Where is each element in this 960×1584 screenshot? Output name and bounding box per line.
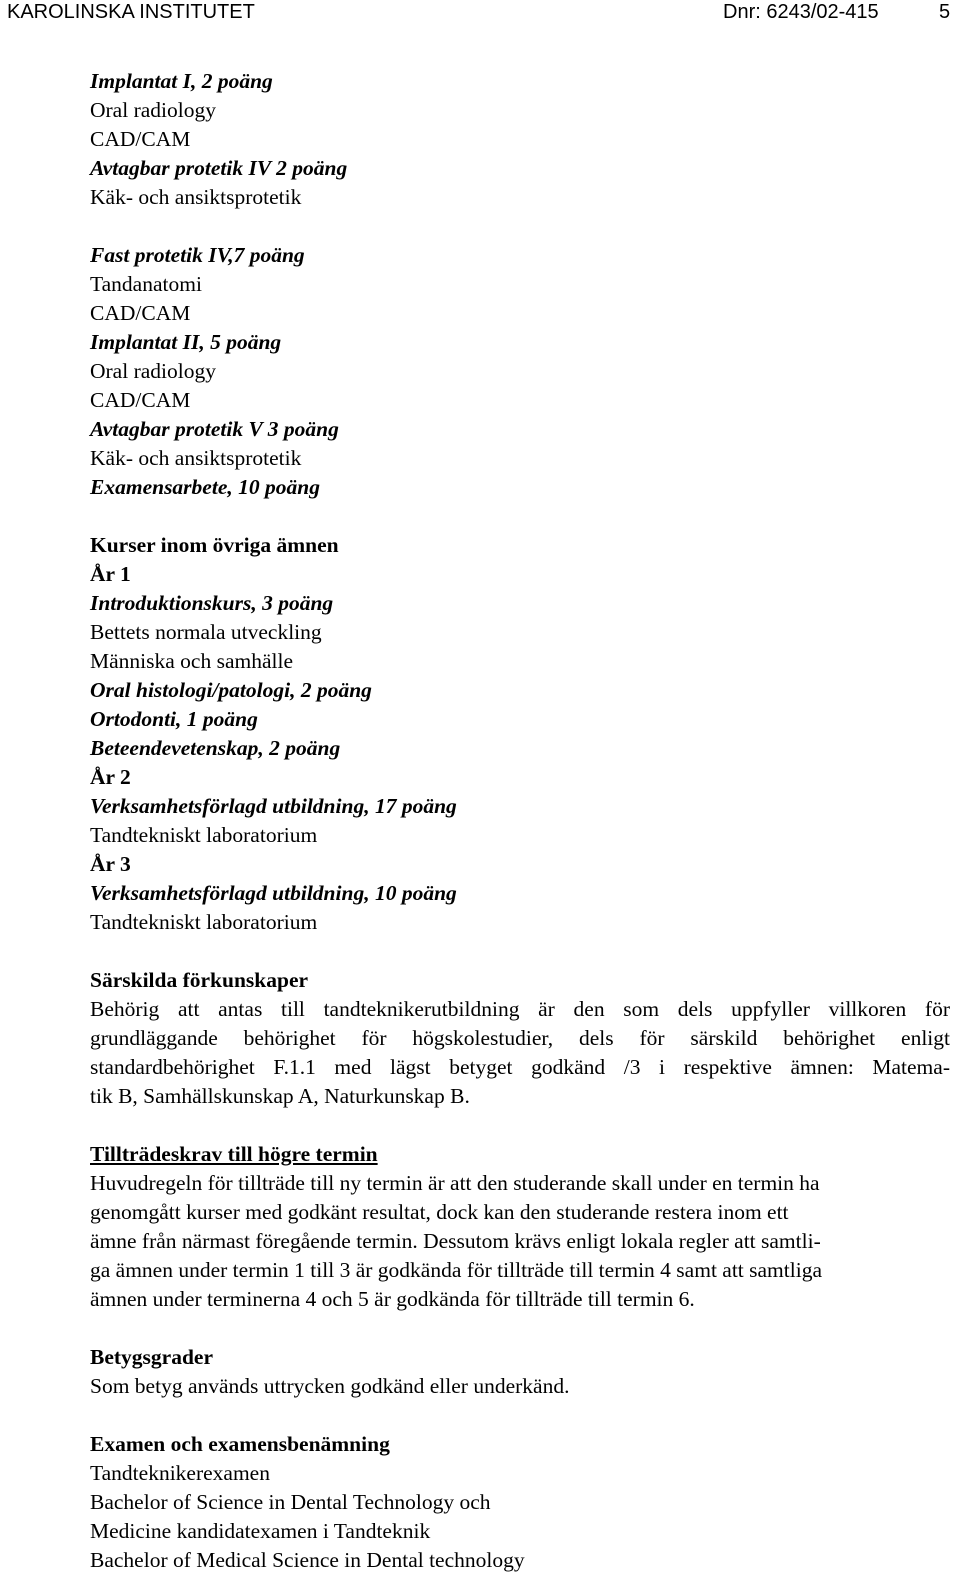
year-heading: År 3 (90, 852, 131, 876)
course-item: Käk- och ansiktsprotetik (90, 185, 302, 209)
course-item: Verksamhetsförlagd utbildning, 17 poäng (90, 794, 457, 818)
document-header (0, 0, 960, 28)
course-item: Tandtekniskt laboratorium (90, 823, 318, 847)
grades-section (90, 1343, 950, 1401)
spacer (90, 1401, 950, 1430)
document-body (90, 67, 950, 1575)
course-item: Fast protetik IV,7 poäng (90, 243, 305, 267)
paragraph-line: ämne från närmast föregående termin. Dessutom krävs enligt lokala regler att samtli- (90, 1229, 821, 1253)
institution-name: KAROLINSKA INSTITUTET (7, 1, 255, 23)
course-item: CAD/CAM (90, 301, 191, 325)
course-item: Oral radiology (90, 98, 216, 122)
section-heading: Examen och examensbenämning (90, 1432, 390, 1456)
course-item: Ortodonti, 1 poäng (90, 707, 258, 731)
degree-line: Bachelor of Medical Science in Dental technology (90, 1548, 525, 1572)
paragraph-line: tik B, Samhällskunskap A, Naturkunskap B. (90, 1084, 470, 1108)
course-item: Människa och samhälle (90, 649, 294, 673)
spacer (90, 502, 950, 531)
section-heading: Betygsgrader (90, 1345, 213, 1369)
course-item: Tandtekniskt laboratorium (90, 910, 318, 934)
paragraph-line: genomgått kurser med godkänt resultat, dock kan den studerande restera inom ett (90, 1200, 789, 1224)
other-subjects-section (90, 531, 950, 937)
degree-section (90, 1430, 950, 1575)
course-item: Implantat II, 5 poäng (90, 330, 282, 354)
course-item: Oral radiology (90, 359, 216, 383)
course-item: Verksamhetsförlagd utbildning, 10 poäng (90, 881, 457, 905)
degree-line: Tandteknikerexamen (90, 1461, 270, 1485)
course-item: CAD/CAM (90, 388, 191, 412)
course-item: Introduktionskurs, 3 poäng (90, 591, 334, 615)
spacer (90, 937, 950, 966)
course-item: Tandanatomi (90, 272, 202, 296)
page-number: 5 (939, 1, 951, 23)
paragraph-line: grundläggande behörighet för högskolestudier, dels för särskild behörighet enligt (90, 1026, 950, 1050)
paragraph-line: ämnen under terminerna 4 och 5 är godkända för tillträde till termin 6. (90, 1287, 695, 1311)
paragraph-line: Huvudregeln för tillträde till ny termin är att den studerande skall under en termin ha (90, 1171, 820, 1195)
course-item: Käk- och ansiktsprotetik (90, 446, 302, 470)
course-item: Implantat I, 2 poäng (90, 69, 273, 93)
admission-section (90, 1140, 950, 1314)
document-number: Dnr: 6243/02-415 (723, 1, 879, 23)
year-heading: År 2 (90, 765, 131, 789)
course-item: CAD/CAM (90, 127, 191, 151)
spacer (90, 1111, 950, 1140)
course-item: Bettets normala utveckling (90, 620, 322, 644)
degree-line: Bachelor of Science in Dental Technology och (90, 1490, 491, 1514)
course-list-block-1 (90, 67, 950, 212)
course-item: Avtagbar protetik V 3 poäng (90, 417, 339, 441)
section-heading: Särskilda förkunskaper (90, 968, 309, 992)
course-item: Beteendevetenskap, 2 poäng (90, 736, 341, 760)
course-list-block-2 (90, 241, 950, 502)
course-item: Avtagbar protetik IV 2 poäng (90, 156, 348, 180)
spacer (90, 1314, 950, 1343)
prerequisites-section (90, 966, 950, 1111)
course-item: Oral histologi/patologi, 2 poäng (90, 678, 372, 702)
section-heading: Tillträdeskrav till högre termin (90, 1142, 378, 1166)
paragraph-line: ga ämnen under termin 1 till 3 är godkända för tillträde till termin 4 samt att samtliga (90, 1258, 822, 1282)
spacer (90, 212, 950, 241)
paragraph-line: Som betyg används uttrycken godkänd eller underkänd. (90, 1374, 570, 1398)
year-heading: År 1 (90, 562, 131, 586)
degree-line: Medicine kandidatexamen i Tandteknik (90, 1519, 431, 1543)
paragraph-line: Behörig att antas till tandteknikerutbildning är den som dels uppfyller villkoren för (90, 997, 950, 1021)
section-heading: Kurser inom övriga ämnen (90, 533, 339, 557)
course-item: Examensarbete, 10 poäng (90, 475, 320, 499)
paragraph-line: standardbehörighet F.1.1 med lägst betyget godkänd /3 i respektive ämnen: Matema- (90, 1055, 950, 1079)
